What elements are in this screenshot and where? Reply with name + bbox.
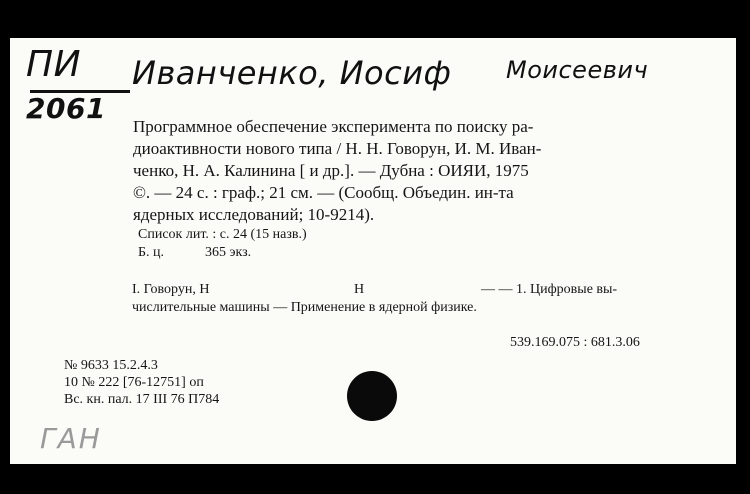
punch-hole — [347, 371, 397, 421]
description-line-3: ченко, Н. А. Калинина [ и др.]. — Дубна : ОИЯИ, 1975 — [133, 161, 529, 180]
faint-stamp: ГАН — [40, 422, 102, 455]
description-line-5: ядерных исследований; 10-9214). — [133, 205, 375, 224]
bibliography-note: Список лит. : с. 24 (15 назв.) — [138, 227, 307, 242]
tracing-authors: I. Говорун, Н — [132, 282, 210, 297]
classification-index: 539.169.075 : 681.3.06 — [510, 335, 640, 350]
registry-line-3: Вс. кн. пал. 17 III 76 П784 — [64, 392, 220, 407]
author-patronymic-handwritten: Моисеевич — [506, 56, 649, 84]
description-line-1: Программное обеспечение эксперимента по поиску ра- — [133, 117, 534, 136]
copies-count: 365 экз. — [205, 245, 252, 260]
shelfmark: ПИ — [26, 44, 81, 85]
registry-line-1: № 9633 15.2.4.3 — [64, 358, 158, 373]
tracing-subject-continued: числительные машины — Применение в ядерной физике. — [132, 300, 477, 315]
author-name-handwritten: Иванченко, Иосиф — [132, 54, 452, 92]
tracing-subject: — — 1. Цифровые вы- — [481, 282, 618, 297]
description-line-2: диоактивности нового типа / Н. Н. Говорун, И. М. Иван- — [133, 139, 542, 158]
tracing-mid: Н — [354, 282, 365, 297]
catalog-card — [10, 38, 736, 464]
description-line-4: ©. — 24 с. : граф.; 21 см. — (Сообщ. Объедин. ин-та — [133, 183, 514, 202]
registry-line-2: 10 № 222 [76-12751] оп — [64, 375, 204, 390]
price-label: Б. ц. — [138, 245, 165, 260]
call-number: 2061 — [26, 92, 106, 125]
